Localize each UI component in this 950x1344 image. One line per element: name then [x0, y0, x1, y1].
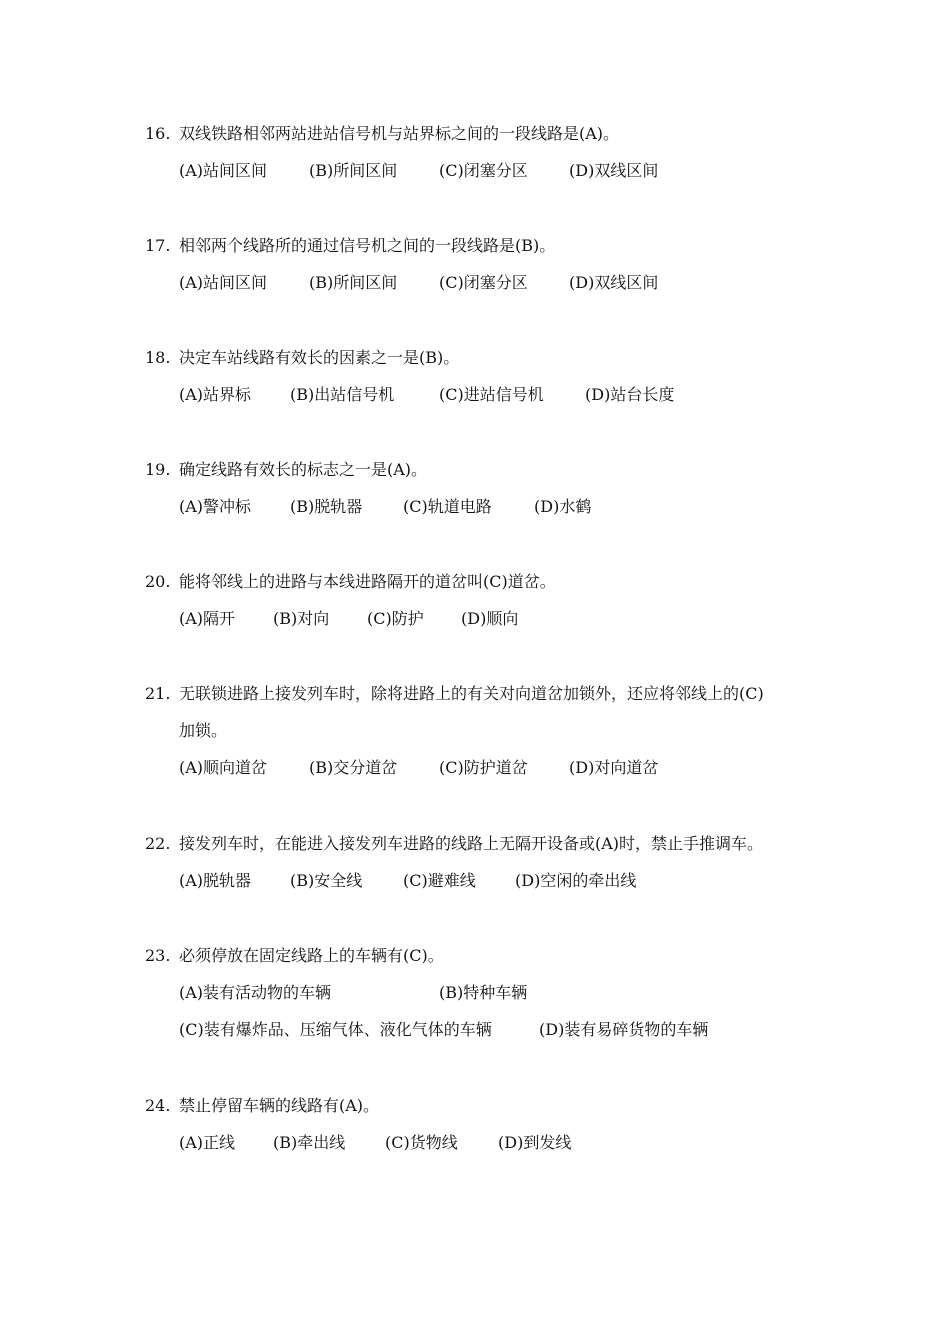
- question-22: [145, 832, 845, 906]
- option-c: (C)货物线: [385, 1133, 458, 1152]
- question-number: 23.: [145, 946, 171, 965]
- question-18: [145, 346, 845, 420]
- question-line: [145, 570, 845, 607]
- question-line: [145, 1094, 845, 1131]
- question-number: 19.: [145, 460, 171, 479]
- option-c: (C)避难线: [403, 871, 476, 890]
- question-line: [145, 832, 845, 869]
- question-number: 18.: [145, 348, 171, 367]
- options-row: [145, 1131, 845, 1168]
- question-line: [145, 944, 845, 981]
- options-row: [145, 756, 845, 793]
- options-row: [145, 607, 845, 644]
- options-row: [145, 869, 845, 906]
- option-c: (C)防护: [367, 609, 424, 628]
- question-number: 24.: [145, 1096, 171, 1115]
- question-20: [145, 570, 845, 644]
- question-21: [145, 682, 845, 793]
- option-b: (B)所间区间: [309, 161, 398, 180]
- question-24: [145, 1094, 845, 1168]
- option-c: (C)闭塞分区: [439, 161, 528, 180]
- option-c: (C)进站信号机: [439, 385, 544, 404]
- option-c: (C)闭塞分区: [439, 273, 528, 292]
- option-b: (B)对向: [273, 609, 330, 628]
- options-row: [145, 981, 845, 1018]
- question-number: 20.: [145, 572, 171, 591]
- question-text: 必须停放在固定线路上的车辆有(C)。: [179, 946, 444, 965]
- options-row: [145, 271, 845, 308]
- option-c: (C)轨道电路: [403, 497, 492, 516]
- option-c: (C)防护道岔: [439, 758, 528, 777]
- option-a: (A)站间区间: [179, 273, 268, 292]
- option-d: (D)到发线: [498, 1133, 572, 1152]
- option-a: (A)脱轨器: [179, 871, 252, 890]
- option-a: (A)顺向道岔: [179, 758, 268, 777]
- option-b: (B)脱轨器: [290, 497, 363, 516]
- options-row: [145, 1018, 845, 1055]
- question-text: 禁止停留车辆的线路有(A)。: [179, 1096, 380, 1115]
- question-line: [145, 719, 845, 756]
- question-number: 17.: [145, 236, 171, 255]
- question-number: 16.: [145, 124, 171, 143]
- question-17: [145, 234, 845, 308]
- option-a: (A)正线: [179, 1133, 236, 1152]
- question-line: [145, 346, 845, 383]
- option-b: (B)安全线: [290, 871, 363, 890]
- options-row: [145, 495, 845, 532]
- question-23: [145, 944, 845, 1055]
- option-b: (B)出站信号机: [290, 385, 395, 404]
- question-number: 21.: [145, 684, 171, 703]
- options-row: [145, 383, 845, 420]
- question-text: 能将邻线上的进路与本线进路隔开的道岔叫(C)道岔。: [179, 572, 556, 591]
- question-line: [145, 458, 845, 495]
- question-19: [145, 458, 845, 532]
- option-d: (D)水鹤: [534, 497, 592, 516]
- option-d: (D)站台长度: [585, 385, 675, 404]
- question-text-continued: 加锁。: [179, 721, 228, 740]
- option-d: (D)双线区间: [569, 161, 659, 180]
- question-text: 双线铁路相邻两站进站信号机与站界标之间的一段线路是(A)。: [179, 124, 620, 143]
- question-16: [145, 122, 845, 196]
- option-b: (B)牵出线: [273, 1133, 346, 1152]
- option-d: (D)顺向: [461, 609, 519, 628]
- question-text: 相邻两个线路所的通过信号机之间的一段线路是(B)。: [179, 236, 556, 255]
- option-a: (A)站间区间: [179, 161, 268, 180]
- question-text: 接发列车时，在能进入接发列车进路的线路上无隔开设备或(A)时，禁止手推调车。: [179, 834, 764, 853]
- question-text: 决定车站线路有效长的因素之一是(B)。: [179, 348, 460, 367]
- option-a: (A)站界标: [179, 385, 252, 404]
- question-text: 无联锁进路上接发列车时，除将进路上的有关对向道岔加锁外，还应将邻线上的(C): [179, 684, 764, 703]
- option-d: (D)双线区间: [569, 273, 659, 292]
- option-b: (B)交分道岔: [309, 758, 398, 777]
- option-d: (D)装有易碎货物的车辆: [539, 1020, 709, 1039]
- question-number: 22.: [145, 834, 171, 853]
- option-d: (D)对向道岔: [569, 758, 659, 777]
- question-line: [145, 234, 845, 271]
- option-b: (B)所间区间: [309, 273, 398, 292]
- question-line: [145, 682, 845, 719]
- option-a: (A)隔开: [179, 609, 236, 628]
- option-a: (A)警冲标: [179, 497, 252, 516]
- option-a: (A)装有活动物的车辆: [179, 983, 332, 1002]
- option-c: (C)装有爆炸品、压缩气体、液化气体的车辆: [179, 1020, 492, 1039]
- options-row: [145, 159, 845, 196]
- question-line: [145, 122, 845, 159]
- question-text: 确定线路有效长的标志之一是(A)。: [179, 460, 428, 479]
- option-d: (D)空闲的牵出线: [515, 871, 637, 890]
- option-b: (B)特种车辆: [439, 983, 528, 1002]
